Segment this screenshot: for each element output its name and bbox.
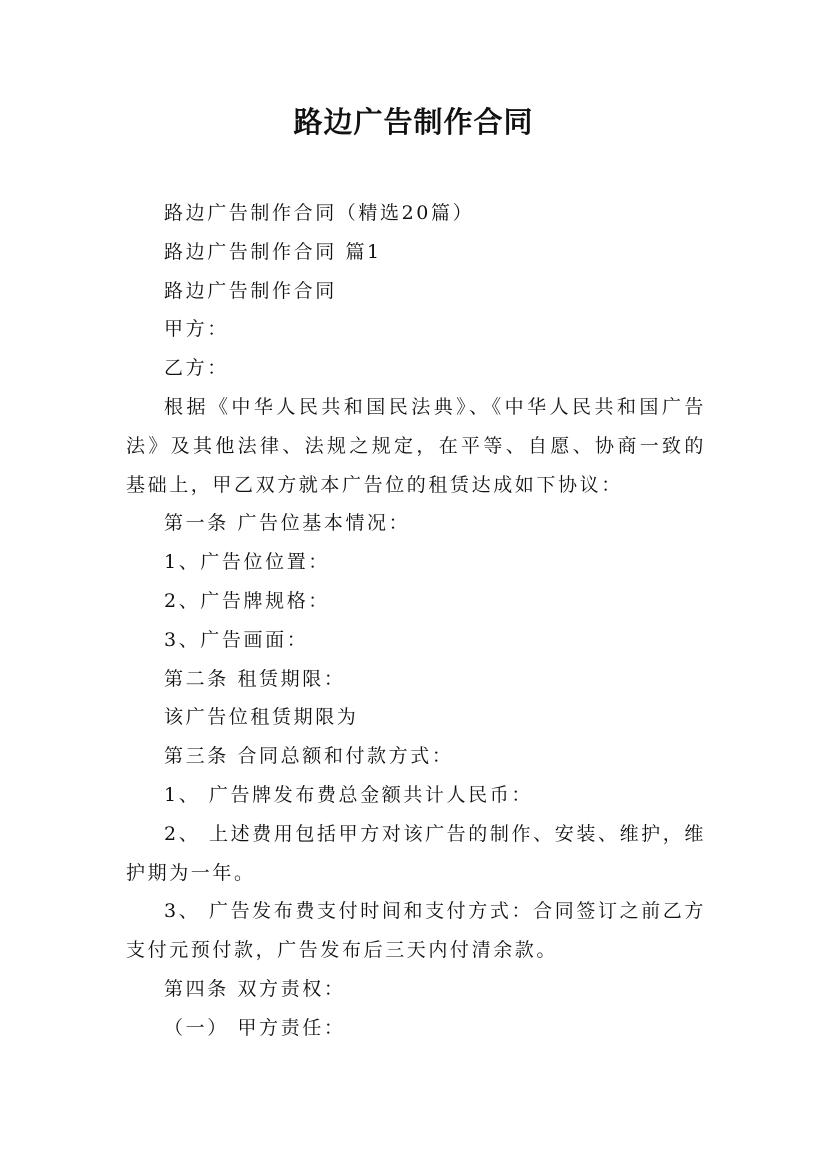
paragraph-5: 乙方： — [164, 357, 229, 380]
paragraph-10: 3、广告画面： — [164, 628, 309, 651]
paragraph-13: 第三条 合同总额和付款方式： — [164, 745, 454, 768]
paragraph-14: 1、 广告牌发布费总金额共计人民币： — [164, 783, 533, 806]
paragraph-12: 该广告位租赁期限为 — [164, 706, 359, 729]
paragraph-11: 第二条 租赁期限： — [164, 667, 346, 690]
paragraph-16: 3、 广告发布费支付时间和支付方式：合同签订之前乙方支付元预付款，广告发布后三天内付清余款。 — [126, 900, 706, 962]
paragraph-1: 路边广告制作合同（精选20篇） — [164, 202, 475, 224]
paragraph-15: 2、 上述费用包括甲方对该广告的制作、安装、维护，维护期为一年。 — [126, 822, 706, 884]
paragraph-2: 路边广告制作合同 篇1 — [164, 240, 382, 263]
paragraph-9: 2、广告牌规格： — [164, 589, 330, 612]
paragraph-8: 1、广告位位置： — [164, 551, 330, 574]
paragraph-6: 根据《中华人民共和国民法典》、《中华人民共和国广告法》及其他法律、法规之规定，在平等、自愿、协商一致的基础上，甲乙双方就本广告位的租赁达成如下协议： — [126, 395, 706, 496]
paragraph-17: 第四条 双方责权： — [164, 977, 346, 1000]
paragraph-4: 甲方： — [164, 318, 229, 341]
paragraph-3: 路边广告制作合同 — [164, 279, 337, 302]
document-body — [126, 194, 706, 1048]
paragraph-7: 第一条 广告位基本情况： — [164, 512, 411, 535]
paragraph-18: （一） 甲方责任： — [164, 1016, 346, 1039]
document-title: 路边广告制作合同 — [293, 105, 534, 139]
